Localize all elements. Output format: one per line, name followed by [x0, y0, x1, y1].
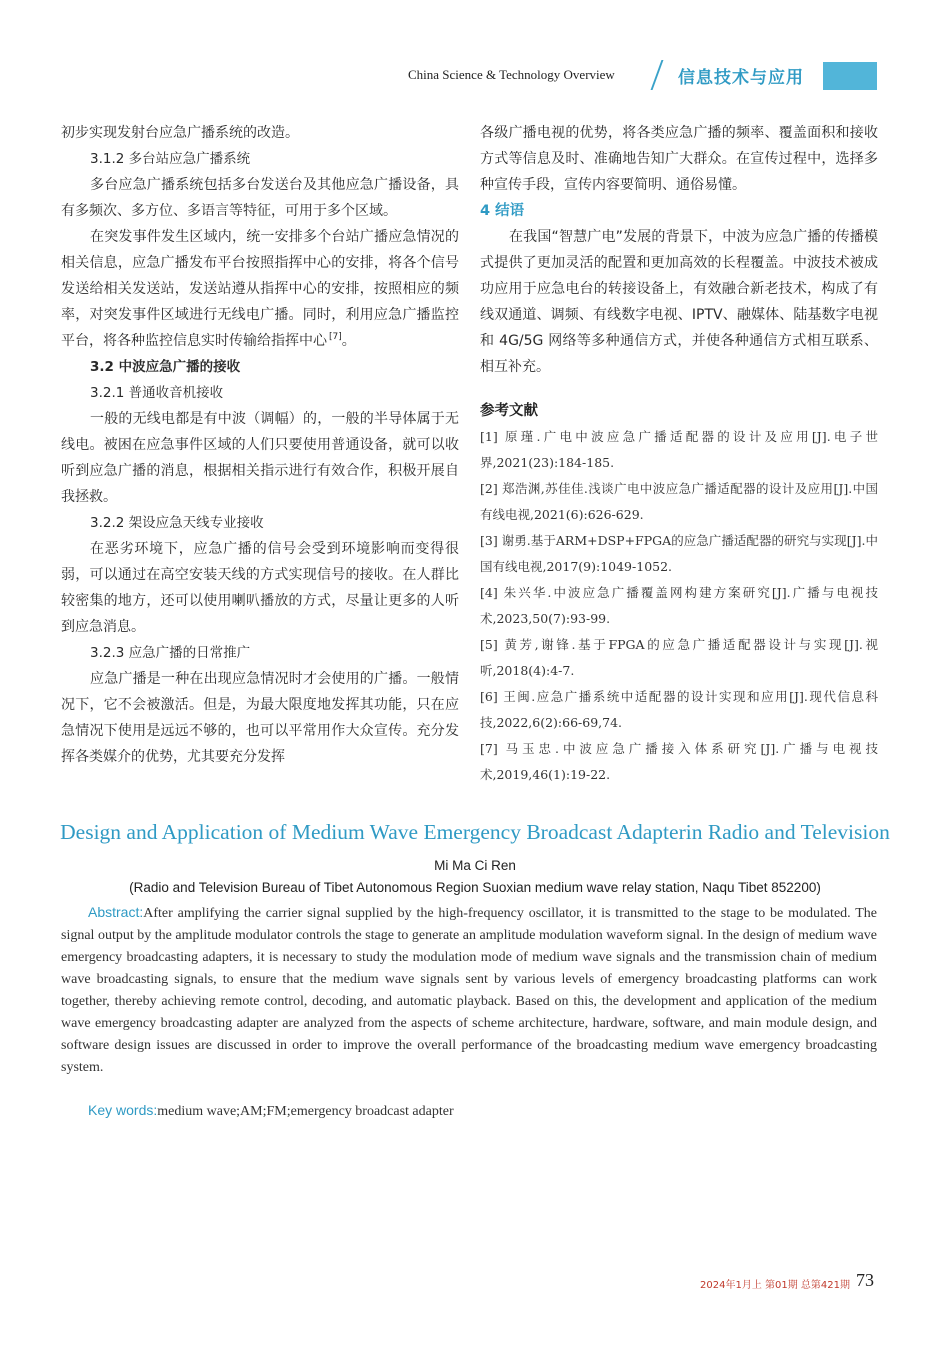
paragraph-text: 在突发事件发生区域内，统一安排多个台站广播应急情况的相关信息，应急广播发布平台按照指挥中心的安排，将各个信号发送给相关发送站，发送站遵从指挥中心的安排，按照相应的频率，对突发事件区域进行无线电广播。同时，利用应急广播监控平台，将各种监控信息实时传输给指挥中心 [61, 229, 459, 349]
paragraph: 多台应急广播系统包括多台发送台及其他应急广播设备，具有多频次、多方位、多语言等特征，可用于多个区域。 [61, 177, 459, 219]
subsection-heading: 3.2.1 普通收音机接收 [90, 385, 224, 401]
citation-marker: [7] [329, 332, 342, 343]
paragraph: 在我国“智慧广电”发展的背景下，中波为应急广播的传播模式提供了更加灵活的配置和更加高效的长程覆盖。中波技术被成功应用于应急电台的转接设备上，有效融合新老技术，构成了有线双通道、调频、有线数字电视、IPTV、融媒体、陆基数字电视和 4G/5G 网络等多种通信方式，并使各种通信方式相互联系、相互补充。 [480, 229, 878, 375]
paragraph-end: 。 [341, 333, 356, 349]
section-heading: 4 结语 [480, 203, 525, 219]
right-column [480, 120, 878, 788]
subsection-heading: 3.2.2 架设应急天线专业接收 [90, 515, 264, 531]
journal-name-en: China Science & Technology Overview [408, 67, 615, 82]
paragraph: 应急广播是一种在出现应急情况时才会使用的广播。一般情况下，它不会被激活。但是，为最大限度地发挥其功能，只在应急情况下使用是远远不够的，也可以平常用作大众宣传。充分发挥各类媒介的优势，尤其要充分发挥 [61, 671, 459, 765]
subsection-heading: 3.1.2 多台站应急广播系统 [90, 151, 251, 167]
header-divider [651, 60, 664, 90]
paragraph [61, 224, 459, 354]
reference-item: [5] 黄芳,谢锋.基于FPGA的应急广播适配器设计与实现[J].视听,2018(4):4-7. [480, 637, 878, 678]
section-heading: 3.2 中波应急广播的接收 [90, 359, 241, 375]
reference-item: [1] 原瑾.广电中波应急广播适配器的设计及应用[J].电子世界,2021(23):184-185. [480, 429, 878, 470]
paragraph: 各级广播电视的优势，将各类应急广播的频率、覆盖面积和接收方式等信息及时、准确地告知广大群众。在宣传过程中，选择多种宣传手段，宣传内容要简明、通俗易懂。 [480, 125, 878, 193]
abstract-text: After amplifying the carrier signal supplied by the high-frequency oscillator, it is transmitted to the stage to be modulated. The signal output by the amplitude modulator controls the stage to generate an amplitude modulation waveform signal. In the design of medium wave emergency broadcasting adapters, it is necessary to study the modulation mode of medium wave signals and the transmission chain of medium wave broadcasting signals, to ensure that the medium wave signals sent by various levels of emergency broadcasting platforms can work together, thereby achieving remote control, decoding, and automatic playback. Based on this, the development and application of the medium wave emergency broadcasting adapter are analyzed from the aspects of scheme architecture, hardware, software, and main module design, and software design issues are discussed in order to improve the overall performance of the broadcasting medium wave emergency broadcasting system. [61, 906, 877, 1075]
left-column [61, 120, 459, 770]
keywords-text: medium wave;AM;FM;emergency broadcast adapter [157, 1104, 454, 1119]
reference-item: [2] 郑浩渊,苏佳佳.浅谈广电中波应急广播适配器的设计及应用[J].中国有线电视,2021(6):626-629. [480, 481, 878, 522]
references-title: 参考文献 [480, 403, 538, 419]
paragraph: 一般的无线电都是有中波（调幅）的，一般的半导体属于无线电。被困在应急事件区域的人们只要使用普通设备，就可以收听到应急广播的消息，根据相关指示进行有效合作，积极开展自我拯救。 [61, 411, 459, 505]
reference-item: [3] 谢勇.基于ARM+DSP+FPGA的应急广播适配器的研究与实现[J].中国有线电视,2017(9):1049-1052. [480, 533, 878, 574]
english-keywords [61, 1099, 877, 1123]
reference-item: [6] 王闽.应急广播系统中适配器的设计实现和应用[J].现代信息科技,2022,6(2):66-69,74. [480, 689, 878, 730]
abstract-label: Abstract: [88, 904, 144, 920]
english-title: Design and Application of Medium Wave Emergency Broadcast Adapterin Radio and Television [60, 820, 890, 844]
paragraph: 在恶劣环境下，应急广播的信号会受到环境影响而变得很弱，可以通过在高空安装天线的方式实现信号的接收。在人群比较密集的地方，还可以使用喇叭播放的方式，尽量让更多的人听到应急消息。 [61, 541, 459, 635]
subsection-heading: 3.2.3 应急广播的日常推广 [90, 645, 251, 661]
reference-item: [4] 朱兴华.中波应急广播覆盖网构建方案研究[J].广播与电视技术,2023,50(7):93-99. [480, 585, 878, 626]
reference-item: [7] 马玉忠.中波应急广播接入体系研究[J].广播与电视技术,2019,46(1):19-22. [480, 741, 878, 782]
page-number: 73 [856, 1270, 874, 1290]
section-title: 信息技术与应用 [678, 68, 804, 88]
header-color-block [823, 62, 877, 90]
english-abstract [61, 901, 877, 1079]
paragraph: 初步实现发射台应急广播系统的改造。 [61, 125, 299, 141]
english-affiliation: (Radio and Television Bureau of Tibet Autonomous Region Suoxian medium wave relay station, Naqu Tibet 852200) [129, 880, 821, 895]
issue-info: 2024年1月上 第01期 总第421期 [700, 1280, 850, 1291]
keywords-label: Key words: [88, 1102, 158, 1118]
english-author: Mi Ma Ci Ren [434, 858, 516, 873]
